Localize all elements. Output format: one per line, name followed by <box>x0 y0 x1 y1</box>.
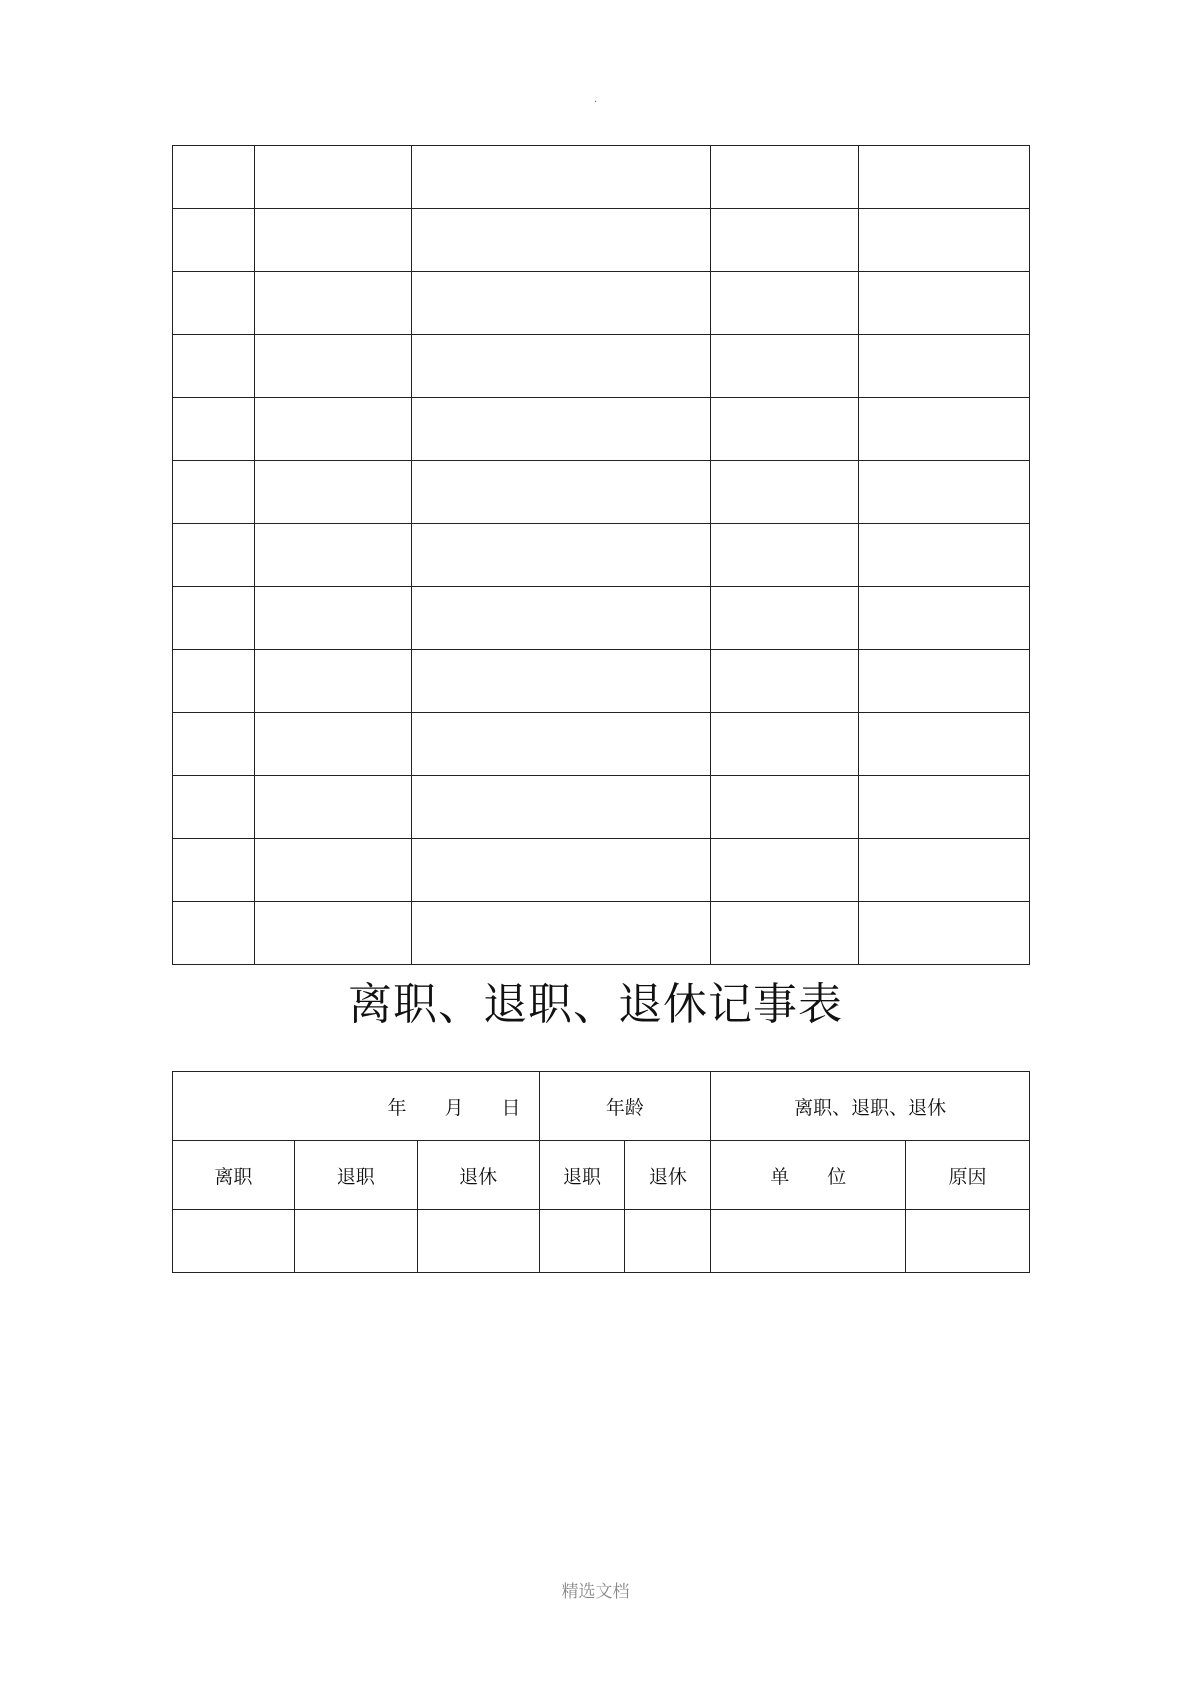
table-cell[interactable] <box>254 524 411 587</box>
table-cell[interactable] <box>711 839 859 902</box>
age-retire-header: 退休 <box>625 1141 711 1210</box>
table-cell[interactable] <box>411 650 711 713</box>
reason-header: 原因 <box>906 1141 1030 1210</box>
table-cell[interactable] <box>254 398 411 461</box>
table-cell[interactable] <box>859 335 1030 398</box>
table-cell[interactable] <box>411 461 711 524</box>
header-row-1 <box>173 1072 1030 1141</box>
table-cell[interactable] <box>711 1210 906 1273</box>
table-cell[interactable] <box>254 776 411 839</box>
table-cell[interactable] <box>294 1210 417 1273</box>
table-cell[interactable] <box>173 587 255 650</box>
type-header: 离职、退职、退休 <box>711 1072 1030 1141</box>
table-cell[interactable] <box>411 209 711 272</box>
table-cell[interactable] <box>711 650 859 713</box>
table-cell[interactable] <box>711 335 859 398</box>
unit-header: 单 位 <box>711 1141 906 1210</box>
table-cell[interactable] <box>859 650 1030 713</box>
table-cell[interactable] <box>711 272 859 335</box>
table-row <box>173 902 1030 965</box>
table-cell[interactable] <box>173 398 255 461</box>
table-cell[interactable] <box>859 587 1030 650</box>
table-cell[interactable] <box>859 776 1030 839</box>
table-cell[interactable] <box>173 1210 295 1273</box>
table-cell[interactable] <box>411 146 711 209</box>
table-cell[interactable] <box>254 146 411 209</box>
table-cell[interactable] <box>625 1210 711 1273</box>
table-cell[interactable] <box>173 839 255 902</box>
table-cell[interactable] <box>859 839 1030 902</box>
table-cell[interactable] <box>539 1210 625 1273</box>
table-row <box>173 587 1030 650</box>
table-cell[interactable] <box>254 335 411 398</box>
page-title: 离职、退职、退休记事表 <box>348 979 843 1030</box>
age-header: 年龄 <box>539 1072 711 1141</box>
table-cell[interactable] <box>173 650 255 713</box>
date-header: 年 月 日 <box>173 1072 540 1141</box>
table-row <box>173 209 1030 272</box>
table-cell[interactable] <box>411 524 711 587</box>
table-cell[interactable] <box>411 776 711 839</box>
table-cell[interactable] <box>711 398 859 461</box>
table-cell[interactable] <box>417 1210 539 1273</box>
table-cell[interactable] <box>173 209 255 272</box>
table-row <box>173 524 1030 587</box>
table-cell[interactable] <box>711 524 859 587</box>
table-row <box>173 461 1030 524</box>
table-cell[interactable] <box>711 713 859 776</box>
table-row <box>173 272 1030 335</box>
table-cell[interactable] <box>711 902 859 965</box>
table-cell[interactable] <box>173 461 255 524</box>
table-cell[interactable] <box>411 335 711 398</box>
table-cell[interactable] <box>411 398 711 461</box>
age-quit-header: 退职 <box>539 1141 625 1210</box>
table-cell[interactable] <box>254 650 411 713</box>
table-cell[interactable] <box>254 839 411 902</box>
table-cell[interactable] <box>906 1210 1030 1273</box>
table-cell[interactable] <box>254 713 411 776</box>
blank-record-table <box>172 145 1030 965</box>
quit-header: 退职 <box>294 1141 417 1210</box>
table-cell[interactable] <box>173 776 255 839</box>
table-cell[interactable] <box>859 902 1030 965</box>
table-cell[interactable] <box>173 272 255 335</box>
table-cell[interactable] <box>411 839 711 902</box>
table-cell[interactable] <box>411 713 711 776</box>
retire-header: 退休 <box>417 1141 539 1210</box>
header-mark: . <box>594 94 598 105</box>
table-cell[interactable] <box>711 146 859 209</box>
table-cell[interactable] <box>173 524 255 587</box>
table-row <box>173 398 1030 461</box>
table-cell[interactable] <box>859 524 1030 587</box>
table-cell[interactable] <box>859 272 1030 335</box>
table-row <box>173 839 1030 902</box>
table-cell[interactable] <box>411 902 711 965</box>
header-row-2 <box>173 1141 1030 1210</box>
table-row <box>173 713 1030 776</box>
table-cell[interactable] <box>254 272 411 335</box>
table-cell[interactable] <box>859 713 1030 776</box>
resign-header: 离职 <box>173 1141 295 1210</box>
table-row <box>173 776 1030 839</box>
table-row <box>173 335 1030 398</box>
table-cell[interactable] <box>859 146 1030 209</box>
table-cell[interactable] <box>711 587 859 650</box>
table-cell[interactable] <box>411 587 711 650</box>
table-cell[interactable] <box>254 209 411 272</box>
table-cell[interactable] <box>411 272 711 335</box>
table-cell[interactable] <box>173 713 255 776</box>
table-cell[interactable] <box>859 209 1030 272</box>
table-cell[interactable] <box>711 461 859 524</box>
resignation-record-table <box>172 1071 1030 1273</box>
table-row <box>173 1210 1030 1273</box>
table-cell[interactable] <box>711 776 859 839</box>
table-cell[interactable] <box>173 902 255 965</box>
table-cell[interactable] <box>254 461 411 524</box>
table-cell[interactable] <box>173 335 255 398</box>
table-row <box>173 650 1030 713</box>
table-cell[interactable] <box>711 209 859 272</box>
table-cell[interactable] <box>859 398 1030 461</box>
footer-text: 精选文档 <box>561 1582 630 1602</box>
table-cell[interactable] <box>859 461 1030 524</box>
table-cell[interactable] <box>254 587 411 650</box>
table-cell[interactable] <box>173 146 255 209</box>
table-row <box>173 146 1030 209</box>
table-cell[interactable] <box>254 902 411 965</box>
